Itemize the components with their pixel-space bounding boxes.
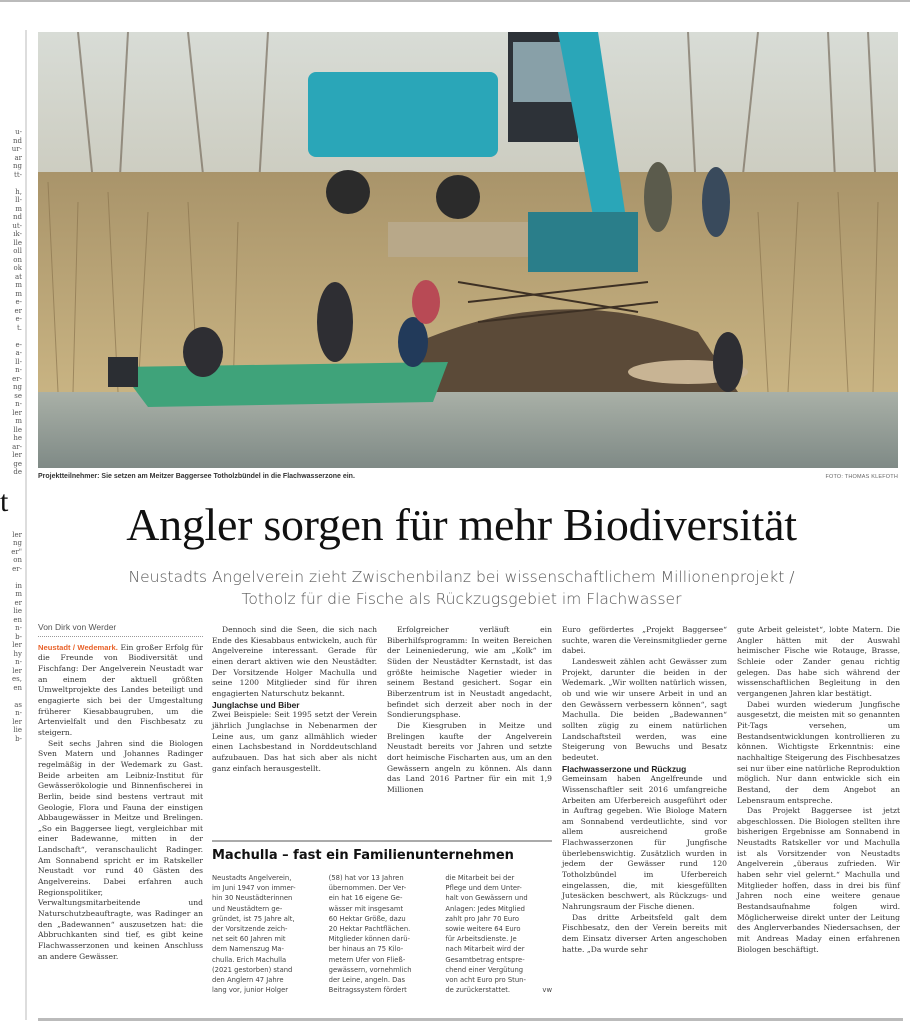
text-fragment: ler <box>12 408 22 417</box>
info-box-line: hin 30 Neustädterinnen <box>212 894 293 903</box>
paragraph: Gemeinsam haben Angelfreunde und Wissenschaftler seit 2016 umfangreiche Arbeiten am Uferbereich ausgeführt oder in Auftrag gegeben. Wie Biologe Matern am Sonnabend verdeutlichte, sind vor allem ausreichend große Flachwasserzonen für Jungfische überlebenswichtig. Zusätzlich wurden in jedem der Gewässer rund 120 Totholzbündel im Uferbereich eingelassen, die, mit kiesgefüllten Jutesäcken beschwert, als Rückzugs- und Nahrungsraum der Fische dienen. <box>562 774 727 912</box>
paragraph: Seit sechs Jahren sind die Biologen Sven Matern und Johannes Radinger regelmäßig in der Wedemark zu Gast. Beide arbeiten am Leibniz-Institut für Gewässerökologie und Binnenfischerei in Berlin, beide sind bestens vertraut mit Geologie, Flora und Fauna der einstigen Abbaugewässer in Meitze und Brelingen. „So ein Baggersee liegt, vergleichbar mit einer Badewanne, mitten in der Landschaft“, veranschaulicht Radinger. Am Sonnabend spricht er im Ratskeller Neustadt vor rund 40 Gästen des Angelvereins. Dabei erfahren auch Regionspolitiker, Verwaltungsmitarbeitende und Naturschutzbeauftragte, was Radinger an den „Badewannen“ auszusetzen hat: die Abbruchkanten sind tief, es gibt keine Flachwasserzonen und keinen Anschluss an andere Gewässer. <box>38 738 203 961</box>
info-box-line: gewässern, vornehmlich <box>328 965 412 974</box>
info-box-line: Mitglieder können darü- <box>328 935 410 944</box>
info-box-line: nach Mitarbeit wird der <box>445 945 525 954</box>
info-box-line: 20 Hektar Pachtflächen. <box>328 925 411 934</box>
info-box-line: de zurückerstattet. vw <box>445 986 553 995</box>
paragraph <box>38 643 203 739</box>
text-fragment: a- <box>15 349 22 357</box>
text-fragment: ler <box>12 530 22 539</box>
paragraph: Euro gefördertes „Projekt Baggersee“ suchte, waren die Vereinsmitglieder gerne dabei. <box>562 625 727 656</box>
article-photo <box>38 32 898 468</box>
text-fragment: ler <box>12 451 22 459</box>
info-box-line: ein hat 16 eigene Ge- <box>328 894 403 903</box>
text-fragment: ll- <box>15 196 22 204</box>
article-headline: Angler sorgen für mehr Biodiversität <box>126 499 797 550</box>
article-column-2 <box>212 625 377 774</box>
photo-caption: Projektteilnehmer: Sie setzen am Meitzer Baggersee Totholzbündel in die Flachwasserzone ein. <box>38 473 355 480</box>
text-fragment: n- <box>15 658 22 666</box>
article-subhead <box>60 566 863 610</box>
text-fragment: m <box>15 417 22 425</box>
info-box-line: (58) hat vor 13 Jahren <box>328 874 404 882</box>
info-box-line: halt von Gewässern und <box>445 894 528 903</box>
text-fragment: b- <box>15 632 22 641</box>
info-box-line: von acht Euro pro Stun- <box>445 976 526 985</box>
info-box-title: Machulla – fast ein Familienunternehmen <box>212 848 514 863</box>
text-fragment: at <box>15 272 22 281</box>
text-fragment: ll- <box>15 357 22 366</box>
photo-illustration <box>38 32 898 468</box>
text-fragment: ur- <box>11 145 22 153</box>
info-box-line: der Leine, angeln. Das <box>328 976 406 985</box>
text-fragment: nd <box>13 213 22 221</box>
text-fragment: lie <box>13 607 22 615</box>
text-fragment: er- <box>12 374 22 383</box>
text-fragment: en <box>13 615 22 624</box>
info-box-line: sowie weitere 64 Euro <box>445 925 521 934</box>
bottom-rule <box>38 1018 903 1021</box>
text-fragment: en <box>13 683 22 692</box>
text-fragment: n- <box>15 624 22 632</box>
text-fragment: ng <box>13 383 22 391</box>
text-fragment: he <box>13 434 22 442</box>
info-box-line: den Anglern 47 Jahre <box>212 976 284 985</box>
info-box-line: Anlagen: Jedes Mitglied <box>445 904 525 913</box>
info-box-line: metern Ufer von Fließ- <box>328 955 406 964</box>
info-box-line: Pflege und dem Unter- <box>445 884 522 893</box>
info-box-line: ber hinaus an 75 Kilo- <box>328 945 404 954</box>
info-box-line: chend einer Vergütung <box>445 965 524 974</box>
photo-credit: FOTO: THOMAS KLEFOTH <box>825 474 898 480</box>
text-fragment: ar <box>14 153 22 162</box>
text-fragment: m <box>15 281 22 289</box>
text-fragment: e- <box>15 340 22 349</box>
section-subtitle: Junglachse und Biber <box>212 699 300 710</box>
text-fragment: m <box>15 289 22 298</box>
info-box-column-3 <box>445 873 552 995</box>
text-fragment: ge <box>13 459 22 468</box>
text-fragment: ler <box>12 666 22 675</box>
info-box-author: vw <box>542 986 553 995</box>
text-fragment: lle <box>13 238 22 247</box>
text-fragment: b- <box>15 734 22 743</box>
text-fragment: er" <box>11 547 22 556</box>
text-fragment: es, <box>12 675 22 683</box>
article-column-4 <box>562 625 727 955</box>
text-fragment: er- <box>12 564 22 573</box>
text-fragment <box>0 573 22 582</box>
text-fragment: t. <box>16 323 22 332</box>
text-fragment: ler <box>12 641 22 649</box>
spacer <box>0 179 22 188</box>
info-box-line: im Juni 1947 von immer- <box>212 884 296 893</box>
text-fragment: tt- <box>14 170 22 179</box>
text-fragment: in <box>15 581 22 590</box>
text-fragment: se <box>14 391 22 400</box>
text-fragment <box>0 692 22 701</box>
paragraph: Das dritte Arbeitsfeld galt dem Fischbesatz, den der Verein bereits mit dem Einsatz diverser Arten angeschoben hatte. „Da wurde sehr <box>562 912 727 954</box>
info-box-line: net seit 60 Jahren mit <box>212 935 286 944</box>
text-fragment: ok <box>13 264 22 272</box>
paragraph: Die Kiesgruben in Meitze und Brelingen kaufte der Angelverein Neustadt bereits vor Jahren und setzte dort heimische Fischarten aus, um an den Gewässern angeln zu können. Als dann das Land 2016 Partner für ein mit 1,9 Millionen <box>387 720 552 794</box>
dateline: Neustadt / Wedemark. <box>38 642 118 652</box>
paragraph: gute Arbeit geleistet“, lobte Matern. Die Angler hätten mit der Auswahl heimischer Fische wie Rotauge, Brasse, Schleie oder Zander genau richtig gelegen. Das habe sich während der wissenschaftlichen Begleitung in den vergangenen Jahren klar bestätigt. <box>737 625 900 698</box>
article-column-3 <box>387 625 552 796</box>
info-box-rule <box>212 840 552 842</box>
paragraph: Zwei Beispiele: Seit 1995 setzt der Verein jährlich Junglachse in Nebenarmen der Leine aus, um ganz allmählich wieder einen Lachsbestand in Norddeutschland aufzubauen. Das hat sich aber als nicht ganz einfach herausgestellt. <box>212 710 377 773</box>
text-fragment: n- <box>15 366 22 374</box>
text-fragment: e- <box>15 315 22 323</box>
subhead-line-2: Totholz für die Fische als Rückzugsgebiet im Flachwasser <box>241 590 682 608</box>
info-box-line: 60 Hektar Größe, dazu <box>328 914 406 923</box>
info-box <box>212 840 552 1022</box>
text-fragment: u- <box>15 128 22 136</box>
text-fragment: h, <box>15 187 22 196</box>
text-fragment: lie <box>13 726 22 734</box>
paragraph-text: Ein großer Erfolg für die Freunde von Biodiversität und Fischfang: Der Angelverein Neustadt war an einem der aktuell größten Umweltprojekte des Landes beteiligt und engagierte sich bei der Umgestaltung früherer Kiesabbaugruben, um die Artenvielfalt und den Fischbesatz zu steigern. <box>38 642 203 737</box>
top-rule <box>0 0 910 2</box>
text-fragment: on <box>13 556 22 564</box>
paragraph: Dennoch sind die Seen, die sich nach Ende des Kiesabbaus entwickeln, auch für Angelvereine interessant. Gerade für einen derart aktiven wie den Neustädter. Der Vorsitzende Holger Machulla und seine 1200 Mitglieder sind für ihren engagierten Naturschutz bekannt. <box>212 625 377 698</box>
text-fragment: n- <box>15 709 22 717</box>
text-fragment: ık- <box>13 230 22 238</box>
info-box-line: Gesamtbetrag entspre- <box>445 955 525 964</box>
article-column-5 <box>737 625 900 955</box>
info-box-line: zahlt pro Jahr 70 Euro <box>445 914 520 923</box>
text-fragment: ng <box>13 539 22 547</box>
info-box-column-1 <box>212 873 319 995</box>
spacer <box>0 332 22 341</box>
text-fragment: nd <box>13 136 22 145</box>
byline: Von Dirk von Werder <box>38 622 203 637</box>
text-fragment: lle <box>13 425 22 434</box>
text-fragment: e- <box>15 298 22 306</box>
info-box-line: dem Namenszug Ma- <box>212 945 285 954</box>
text-fragment: m <box>15 590 22 598</box>
info-box-line: die Mitarbeit bei der <box>445 874 515 882</box>
text-fragment: oll <box>13 247 22 255</box>
text-fragment: m <box>15 204 22 213</box>
text-fragment: n- <box>15 400 22 408</box>
info-box-line: Neustadts Angelverein, <box>212 874 292 882</box>
text-fragment: hy <box>13 649 22 658</box>
text-fragment: on <box>13 255 22 264</box>
adjacent-headline-fragment: t <box>0 484 9 518</box>
section-subtitle: Flachwasserzone und Rückzug <box>562 763 687 774</box>
info-box-line: (2021 gestorben) stand <box>212 965 293 974</box>
text-fragment: as <box>14 700 22 709</box>
paragraph: Landesweit zählen acht Gewässer zum Projekt, darunter die beiden in der Wedemark. „Wir wollten natürlich wissen, ob und wie wir unsere Arbeit in und an den Gewässern verbessern können“, sagt Machulla. Die beiden „Badewannen“ sollten zügig zu einem natürlichen Landschaftsteil werden, was eine Steigerung von Bewuchs und Besatz bedeutet. <box>562 656 727 762</box>
info-box-line: der Vorsitzende zeich- <box>212 925 288 934</box>
info-box-line: für Arbeitsdienste. Je <box>445 935 517 944</box>
text-fragment: er <box>14 306 22 315</box>
paragraph: Erfolgreicher verläuft ein Biberhilfsprogramm: In weiten Bereichen der Leineniederung, wie am „Kolk“ im Süden der Neustädter Kernstadt, ist das größte heimische Nagetier wieder in seinem Bestand gesichert. Sogar ein Biberzentrum ist in Neustadt angedacht, befindet sich derzeit aber noch in der Sondierungsphase. <box>387 625 552 720</box>
text-fragment: de <box>13 468 22 476</box>
text-fragment: ler <box>12 717 22 726</box>
info-box-line: lang vor, junior Holger <box>212 986 289 995</box>
paragraph: Das Projekt Baggersee ist jetzt abgeschlossen. Die Biologen stellten ihre bisherigen Ergebnisse am Sonnabend in Neustadts Ratskeller vor und Machulla ist als Vorsitzender von Neustadts Angelverein „überaus zufrieden. Wir haben sehr viel gelernt.“ Machulla und Mitglieder hoffen, dass in drei bis fünf Jahren noch eine weitere genaue Bestandsaufnahme folgen wird. Möglicherweise direkt unter der Leitung des Anglerverbandes Niedersachsen, der mit Andreas Maday einen erfahrenen Biologen beschäftigt. <box>737 806 900 954</box>
info-box-line: chulla. Erich Machulla <box>212 955 287 964</box>
info-box-line: Beitragssystem fördert <box>328 986 407 995</box>
text-fragment: ut- <box>12 221 22 230</box>
text-fragment: ar- <box>12 442 22 451</box>
paragraph: Dabei wurden wiederum Jungfische ausgesetzt, die meisten mit so genannten Pit-Tags versehen, um Bestandsentwicklungen kontrollieren zu können. Wichtigste Erkenntnis: eine nachhaltige Steigerung des Fischbesatzes sei nur über eine natürliche Reproduktion möglich. Nur dann entwickle sich ein Bestand, der dem Angebot an Lebensraum entspreche. <box>737 699 900 805</box>
info-box-line: gründet, ist 75 Jahre alt, <box>212 914 295 923</box>
subhead-line-1: Neustadts Angelverein zieht Zwischenbilanz bei wissenschaftlichem Millionenprojekt / <box>128 568 795 586</box>
info-box-line: wässer mit insgesamt <box>328 904 404 913</box>
article-column-1 <box>38 622 203 962</box>
adjacent-article-fragment <box>0 128 22 743</box>
text-fragment: er <box>14 598 22 607</box>
info-box-line: übernommen. Der Ver- <box>328 884 407 893</box>
info-box-column-2 <box>329 873 436 995</box>
info-box-line: und Neustädtern ge- <box>212 904 283 913</box>
text-fragment: ng <box>13 162 22 170</box>
